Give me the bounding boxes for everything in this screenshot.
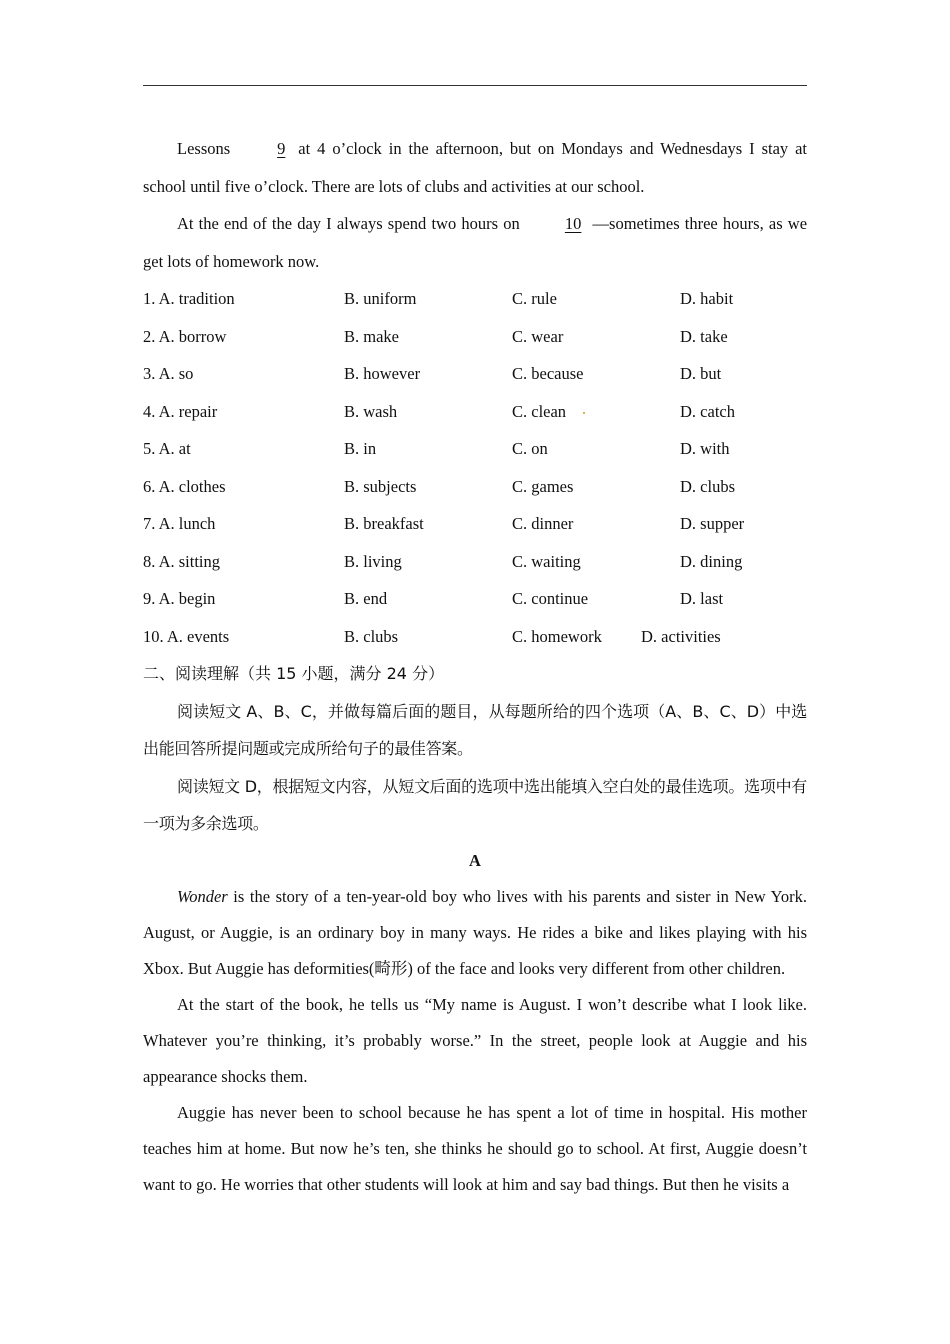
option-a: 4. A. repair bbox=[143, 401, 218, 421]
option-c: C. games bbox=[512, 476, 574, 496]
option-b: B. however bbox=[344, 364, 421, 383]
option-c: C. clean bbox=[512, 401, 567, 421]
cloze-paragraph-1 bbox=[143, 130, 807, 205]
cloze-text: At the end of the day I always spend two hours on bbox=[177, 214, 520, 233]
option-d: D. activities bbox=[641, 626, 721, 646]
option-row-2 bbox=[143, 318, 807, 356]
option-row-9 bbox=[143, 580, 807, 618]
option-b: B. uniform bbox=[344, 289, 417, 308]
option-c: C. on bbox=[512, 439, 548, 458]
option-row-10 bbox=[143, 618, 807, 656]
option-c: C. because bbox=[512, 364, 584, 383]
page-content bbox=[143, 130, 807, 1203]
option-b: B. make bbox=[344, 326, 399, 346]
book-title: Wonder bbox=[177, 886, 228, 906]
option-d: D. with bbox=[680, 439, 730, 458]
option-a: 1. A. tradition bbox=[143, 289, 235, 308]
option-row-1 bbox=[143, 280, 807, 318]
option-c: C. waiting bbox=[512, 551, 581, 571]
option-c: C. dinner bbox=[512, 514, 574, 533]
option-d: D. take bbox=[680, 326, 728, 346]
options-list bbox=[143, 280, 807, 655]
option-row-5 bbox=[143, 430, 807, 468]
blank-9: 9 bbox=[277, 139, 286, 158]
option-d: D. dining bbox=[680, 551, 743, 571]
option-b: B. subjects bbox=[344, 476, 417, 496]
passage-text: is the story of a ten-year-old boy who lives with his parents and sister in New York. August, or Auggie, is an ordinary boy in many ways. He rides a bike and likes playing with his Xbox. But Auggie has deformities(畸形) of the face and looks very different from other children. bbox=[143, 886, 807, 978]
option-row-6 bbox=[143, 468, 807, 506]
option-b: B. wash bbox=[344, 401, 398, 421]
option-a: 10. A. events bbox=[143, 626, 230, 646]
blank-10: 10 bbox=[564, 214, 582, 233]
option-c: C. rule bbox=[512, 289, 557, 308]
option-b: B. in bbox=[344, 439, 377, 458]
option-a: 2. A. borrow bbox=[143, 326, 227, 346]
option-row-3 bbox=[143, 355, 807, 393]
cloze-paragraph-2 bbox=[143, 205, 807, 280]
option-b: B. living bbox=[344, 551, 402, 571]
option-row-4 bbox=[143, 393, 807, 431]
section-title: 二、阅读理解（共 15 小题，满分 24 分） bbox=[143, 664, 445, 683]
cloze-text: Lessons bbox=[177, 139, 231, 158]
option-b: B. end bbox=[344, 589, 388, 608]
passage-paragraph-1 bbox=[143, 879, 807, 987]
option-row-7 bbox=[143, 505, 807, 543]
header-rule bbox=[143, 85, 807, 86]
cloze-text: at 4 o’clock in the afternoon, but on Mondays and Wednesdays I stay at school until five o’clock. There are lots of clubs and activities at our school. bbox=[143, 139, 807, 196]
option-a: 5. A. at bbox=[143, 439, 191, 458]
passage-label: A bbox=[469, 850, 481, 870]
option-a: 7. A. lunch bbox=[143, 514, 216, 533]
option-b: B. clubs bbox=[344, 626, 399, 646]
option-c: C. wear bbox=[512, 326, 564, 346]
option-d: D. last bbox=[680, 589, 724, 608]
stray-mark bbox=[583, 412, 585, 414]
option-b: B. breakfast bbox=[344, 514, 424, 533]
option-c: C. continue bbox=[512, 589, 589, 608]
passage-paragraph-3: Auggie has never been to school because he has spent a lot of time in hospital. His mother teaches him at home. But now he’s ten, she thinks he should go to school. At first, Auggie doesn’t want to go. He worries that other students will look at him and say bad things. But then he visits a bbox=[143, 1102, 807, 1194]
option-d: D. supper bbox=[680, 514, 745, 533]
instruction-d: 阅读短文 D，根据短文内容，从短文后面的选项中选出能填入空白处的最佳选项。选项中有一项为多余选项。 bbox=[143, 776, 807, 833]
option-a: 6. A. clothes bbox=[143, 476, 226, 496]
option-c: C. homework bbox=[512, 626, 602, 646]
option-a: 8. A. sitting bbox=[143, 551, 221, 571]
option-d: D. catch bbox=[680, 401, 735, 421]
passage-paragraph-2: At the start of the book, he tells us “My name is August. I won’t describe what I look like. Whatever you’re thinking, it’s probably worse.” In the street, people look at Auggie and his appearance shocks them. bbox=[143, 994, 807, 1086]
option-d: D. but bbox=[680, 364, 722, 383]
option-d: D. habit bbox=[680, 289, 734, 308]
option-a: 3. A. so bbox=[143, 364, 194, 383]
instruction-abc: 阅读短文 A、B、C，并做每篇后面的题目，从每题所给的四个选项（A、B、C、D）中选出能回答所提问题或完成所给句子的最佳答案。 bbox=[143, 701, 807, 758]
option-d: D. clubs bbox=[680, 476, 735, 496]
option-row-8 bbox=[143, 543, 807, 581]
cloze-text: —sometimes three hours, as we get lots of homework now. bbox=[143, 214, 808, 271]
option-a: 9. A. begin bbox=[143, 589, 216, 608]
